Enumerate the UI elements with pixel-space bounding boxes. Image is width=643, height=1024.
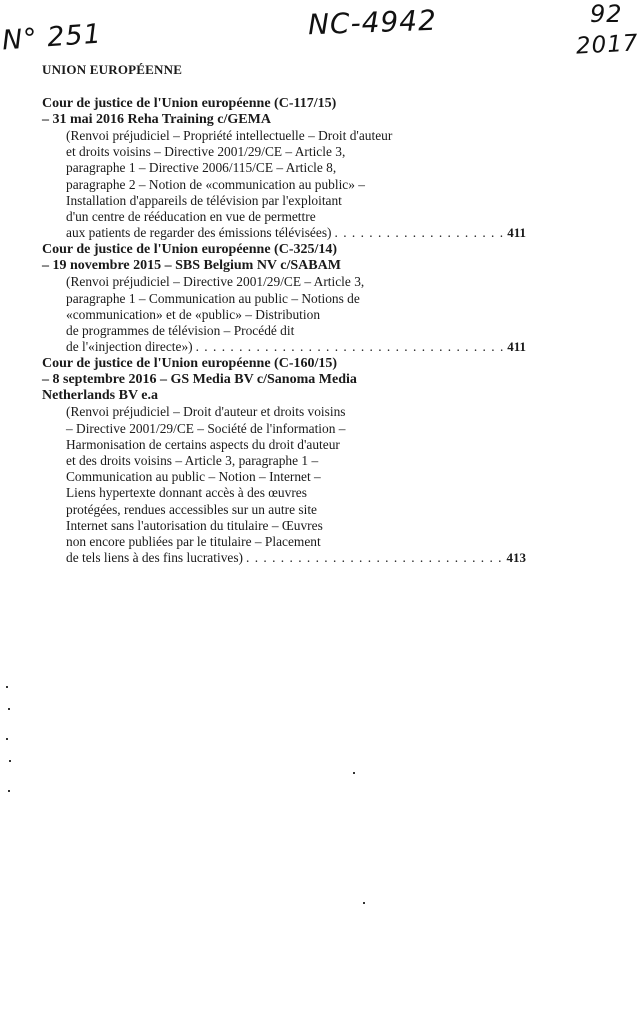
entry-description-line: (Renvoi préjudiciel – Propriété intellectuelle – Droit d'auteur (66, 128, 393, 143)
entry-description-line: Internet sans l'autorisation du titulaire – Œuvres (66, 517, 323, 533)
entry-description-line: non encore publiées par le titulaire – Placement (66, 534, 321, 550)
entry-description-line: (Renvoi préjudiciel – Directive 2001/29/CE – Article 3, (66, 274, 365, 290)
entry-description-line: aux patients de regarder des émissions télévisées) (66, 225, 332, 241)
entry-description-line: paragraphe 1 – Directive 2006/115/CE – Article 8, (66, 160, 337, 176)
entry-description-line: Installation d'appareils de télévision par l'exploitant (66, 192, 342, 208)
entry-court-line: – 31 mai 2016 Reha Training c/GEMA (42, 112, 271, 127)
entry-description-line: et droits voisins – Directive 2001/29/CE – Article 3, (66, 144, 346, 160)
scan-speck (9, 760, 11, 762)
handwritten-page-ref: 92 (590, 0, 623, 28)
dot-leader (335, 225, 505, 241)
handwritten-reference: NC-4942 (307, 3, 438, 42)
entry-description-line: de l'«injection directe») (66, 339, 193, 355)
entry-last-line (42, 225, 526, 241)
entry-court-line: Cour de justice de l'Union européenne (C-160/15) (42, 356, 338, 372)
toc-entry (42, 242, 526, 355)
entry-page-number: 411 (507, 225, 526, 241)
entry-description-line: de tels liens à des fins lucratives) (66, 550, 244, 566)
entry-description-line: paragraphe 1 – Communication au public – Notions de (66, 290, 360, 306)
entry-description-line: (Renvoi préjudiciel – Droit d'auteur et droits voisins (66, 404, 346, 420)
entry-court-line: – 8 septembre 2016 – GS Media BV c/Sanoma Media (42, 372, 357, 388)
scan-speck (363, 902, 365, 904)
entry-description-line: de programmes de télévision – Procédé dit (66, 323, 295, 339)
table-of-contents (42, 96, 526, 567)
entry-description-line: d'un centre de rééducation en vue de permettre (66, 209, 316, 225)
entry-court-line: – 19 novembre 2015 – SBS Belgium NV c/SABAM (42, 258, 341, 274)
entry-description-line: protégées, rendues accessibles sur un autre site (66, 501, 317, 517)
section-title: UNION EUROPÉENNE (42, 62, 183, 77)
dot-leader (246, 550, 503, 566)
entry-description-line: «communication» et de «public» – Distribution (66, 306, 321, 322)
entry-page-number: 413 (506, 550, 526, 566)
entry-description-line: – Directive 2001/29/CE – Société de l'information – (66, 420, 346, 436)
handwritten-year: 2017 (575, 30, 640, 60)
toc-entry (42, 96, 526, 241)
entry-description-line: Communication au public – Notion – Internet – (66, 469, 321, 485)
scan-speck (8, 790, 10, 792)
entry-court-line: Netherlands BV e.a (42, 388, 159, 404)
entry-description-line: paragraphe 2 – Notion de «communication au public» – (66, 176, 365, 192)
handwritten-document-number: N° 251 (1, 18, 103, 57)
scan-speck (6, 686, 8, 688)
entry-description-line: Harmonisation de certains aspects du droit d'auteur (66, 436, 340, 452)
scan-speck (6, 738, 8, 740)
entry-page-number: 411 (507, 339, 526, 355)
toc-entry (42, 356, 526, 566)
entry-description-line: et des droits voisins – Article 3, paragraphe 1 – (66, 453, 319, 469)
dot-leader (196, 339, 505, 355)
entry-court-line: Cour de justice de l'Union européenne (C-325/14) (42, 242, 338, 258)
scan-speck (353, 772, 355, 774)
scan-speck (8, 708, 10, 710)
entry-last-line (42, 339, 526, 355)
entry-last-line (42, 550, 526, 566)
entry-court-line: Cour de justice de l'Union européenne (C-117/15) (42, 96, 337, 111)
entry-description-line: Liens hypertexte donnant accès à des œuvres (66, 485, 307, 501)
